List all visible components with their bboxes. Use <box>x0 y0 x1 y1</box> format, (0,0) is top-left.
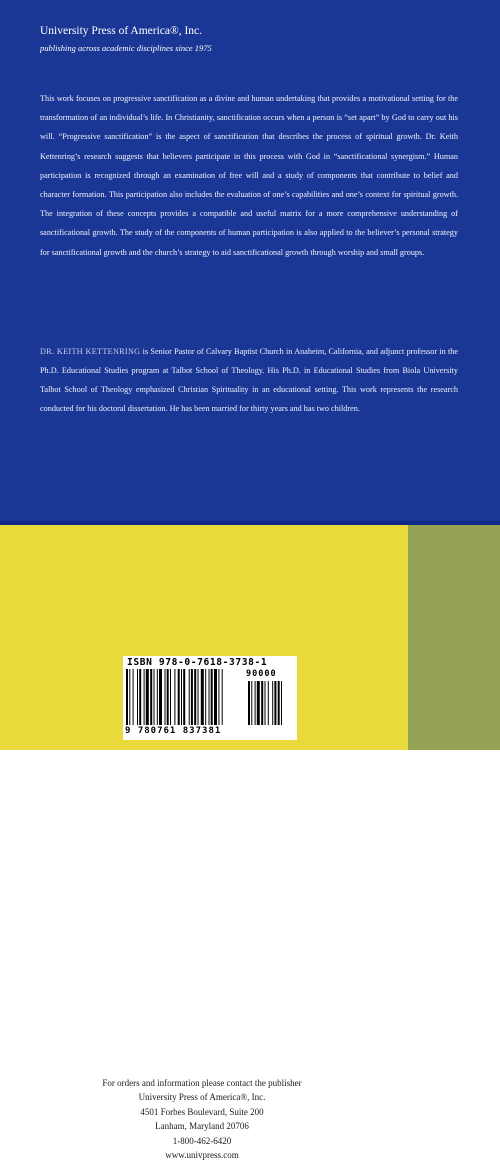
green-strip <box>408 525 500 750</box>
barcode-addon-bar <box>251 681 252 725</box>
barcode-bar <box>133 669 134 725</box>
barcode <box>123 656 297 740</box>
author-bio <box>40 342 458 418</box>
barcode-bar <box>126 669 128 725</box>
barcode-bar <box>150 669 152 725</box>
barcode-bar <box>139 669 141 725</box>
contact-web: www.univpress.com <box>165 1150 239 1161</box>
barcode-bar <box>211 669 213 725</box>
barcode-bars <box>123 669 297 727</box>
barcode-bar <box>214 669 217 725</box>
book-description: This work focuses on progressive sanctification as a divine and human undertaking that provides a motivational setting for the transformation of an individual’s life. In Christianity, sanctification occurs when a person is “set apart” by God to carry out his will. “Progressive sanctification” is the aspect of sanctification that describes the process of spiritual growth. Dr. Keith Kettenring’s research suggests that believers participate in this process with God in “sanctificational synergism.” Human participation is recognized through an examination of free will and a study of components that contribute to belief and character formation. This participation also includes the evaluation of one’s capabilities and one’s context for spiritual growth. The integration of these concepts provides a compatible and useful matrix for a more comprehensive understanding of sanctificational growth. The study of the components of human participation is also applied to the believer’s personal strategy for sanctificational growth and the church’s strategy to aid sanctificational growth through worship and small groups. <box>40 94 458 257</box>
barcode-bar <box>174 669 175 725</box>
barcode-bar <box>194 669 196 725</box>
barcode-bar <box>181 669 182 725</box>
contact-phone: 1-800-462-6420 <box>172 1135 232 1146</box>
barcode-bar <box>167 669 169 725</box>
contact-publisher: University Press of America®, Inc. <box>138 1092 266 1103</box>
barcode-addon-bar <box>248 681 250 725</box>
barcode-bar <box>218 669 219 725</box>
barcode-bar <box>165 669 166 725</box>
barcode-bar <box>189 669 190 725</box>
publisher-name: University Press of America®, Inc. <box>40 25 203 37</box>
barcode-bar <box>157 669 158 725</box>
contact-city: Lanham, Maryland 20706 <box>155 1121 249 1132</box>
barcode-addon-bar <box>255 681 256 725</box>
barcode-digits: 9 780761 837381 <box>125 726 222 736</box>
barcode-addon-bar <box>268 681 269 725</box>
blue-panel <box>0 0 500 521</box>
contact-intro: For orders and information please contact the publisher <box>102 1078 302 1088</box>
barcode-bar <box>191 669 193 725</box>
barcode-addon-bar <box>265 681 266 725</box>
barcode-bar <box>170 669 171 725</box>
barcode-bar <box>159 669 162 725</box>
barcode-bar <box>146 669 149 725</box>
barcode-addon-bar <box>281 681 282 725</box>
contact-block <box>82 1076 322 1162</box>
barcode-bar <box>178 669 180 725</box>
barcode-bar <box>209 669 210 725</box>
barcode-bar <box>198 669 199 725</box>
barcode-bar <box>222 669 223 725</box>
barcode-addon-bar <box>261 681 263 725</box>
author-name: DR. KEITH KETTENRING <box>40 347 141 356</box>
barcode-bar <box>201 669 204 725</box>
barcode-bar <box>183 669 185 725</box>
barcode-bar <box>205 669 206 725</box>
barcode-addon-bar <box>257 681 260 725</box>
contact-street: 4501 Forbes Boulevard, Suite 200 <box>140 1106 264 1117</box>
author-bio-text: is Senior Pastor of Calvary Baptist Church in Anaheim, California, and adjunct professor in the Ph.D. Educational Studies program at Talbot School of Theology. His Ph.D. in Educational Studies from Biola University Talbot School of Theology emphasized Christian Spirituality in an educational setting. This work represents the research conducted for his doctoral dissertation. He has been married for thirty years and has two children. <box>40 347 458 413</box>
barcode-bar <box>144 669 145 725</box>
publisher-tagline: publishing across academic disciplines since 1975 <box>40 43 212 53</box>
barcode-bar <box>137 669 138 725</box>
price-code: 90000 <box>246 669 277 679</box>
isbn-label: ISBN 978-0-7618-3738-1 <box>127 657 268 668</box>
barcode-addon-bar <box>272 681 273 725</box>
barcode-addon-bar <box>278 681 280 725</box>
barcode-bar <box>129 669 130 725</box>
barcode-addon-bar <box>274 681 276 725</box>
barcode-bar <box>154 669 155 725</box>
